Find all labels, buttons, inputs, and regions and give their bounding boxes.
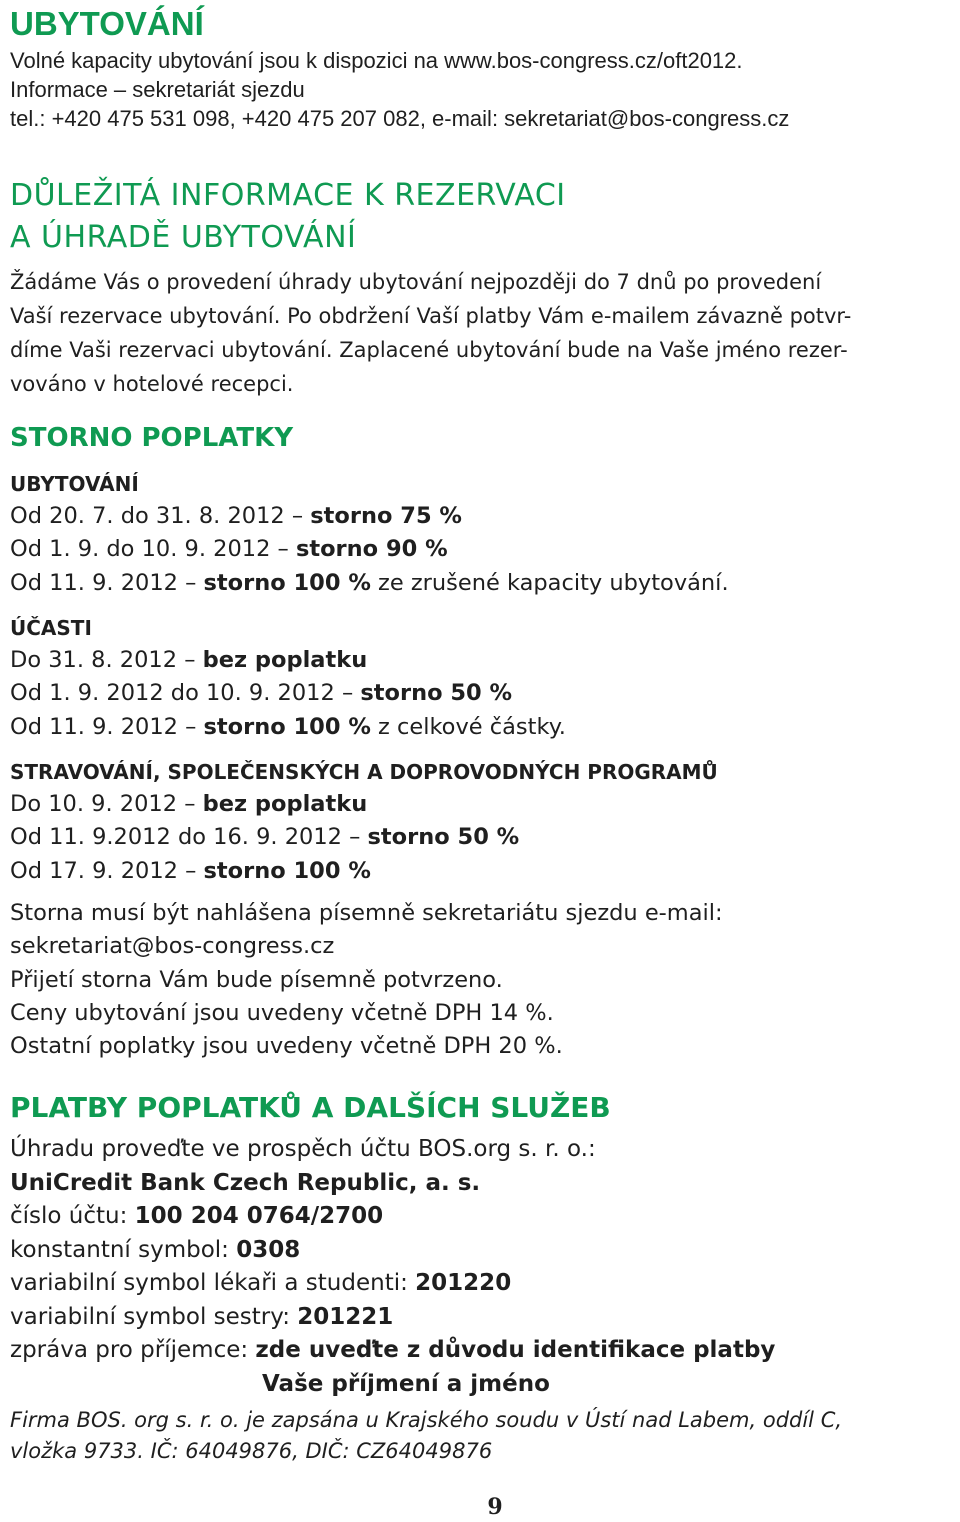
important-line: Vaší rezervace ubytování. Po obdržení Vaší platby Vám e-mailem závazně potvr- [10, 304, 852, 328]
storno-accommodation-subheading: UBYTOVÁNÍ [10, 472, 139, 496]
storno-note: Přijetí storna Vám bude písemně potvrzeno. [10, 966, 503, 993]
storno-row: Od 1. 9. 2012 do 10. 9. 2012 – storno 50 % [10, 680, 513, 707]
accommodation-line: tel.: +420 475 531 098, +420 475 207 082, e-mail: sekretariat@bos-congress.cz [10, 106, 790, 131]
storno-notes [10, 897, 723, 1063]
storno-participation-subheading: ÚČASTI [10, 616, 92, 640]
storno-participation [10, 612, 566, 744]
payment-heading: PLATBY POPLATKŮ A DALŠÍCH SLUŽEB [10, 1091, 611, 1124]
company-registration [10, 1405, 842, 1467]
storno-heading-wrap [10, 420, 293, 456]
storno-row: Od 11. 9. 2012 – storno 100 % ze zrušené kapacity ubytování. [10, 569, 729, 596]
storno-row: Do 31. 8. 2012 – bez poplatku [10, 647, 368, 673]
important-line: Žádáme Vás o provedení úhrady ubytování nejpozději do 7 dnů po provedení [10, 270, 822, 294]
accommodation-section [10, 4, 789, 133]
storno-note: Ceny ubytování jsou uvedeny včetně DPH 14 %. [10, 999, 554, 1026]
storno-row: Do 10. 9. 2012 – bez poplatku [10, 791, 368, 817]
storno-accommodation [10, 468, 729, 600]
payment-bank: UniCredit Bank Czech Republic, a. s. [10, 1169, 481, 1196]
important-section [10, 175, 851, 401]
storno-heading: STORNO POPLATKY [10, 423, 294, 453]
payment-row-account: číslo účtu: 100 204 0764/2700 [10, 1203, 384, 1229]
storno-row: Od 11. 9. 2012 – storno 100 % z celkové částky. [10, 713, 566, 740]
important-heading-line2: A ÚHRADĚ UBYTOVÁNÍ [10, 220, 357, 255]
accommodation-text [10, 46, 789, 133]
payment-row-variable-symbol-nurses: variabilní symbol sestry: 201221 [10, 1303, 394, 1330]
registration-line: vložka 9733. IČ: 64049876, DIČ: CZ64049876 [10, 1439, 493, 1463]
storno-row: Od 20. 7. do 31. 8. 2012 – storno 75 % [10, 503, 462, 529]
page-number: 9 [487, 1494, 503, 1520]
storno-row: Od 17. 9. 2012 – storno 100 % [10, 857, 371, 884]
accommodation-line: Informace – sekretariát sjezdu [10, 77, 305, 102]
important-line: díme Vaši rezervaci ubytování. Zaplacené ubytování bude na Vaše jméno rezer- [10, 338, 848, 362]
payment-heading-wrap [10, 1090, 611, 1126]
accommodation-heading: UBYTOVÁNÍ [10, 5, 204, 42]
payment-row-message: zpráva pro příjemce: zde uveďte z důvodu identifikace platby [10, 1337, 776, 1363]
important-line: vováno v hotelové recepci. [10, 372, 294, 396]
storno-catering-rows [10, 788, 718, 888]
storno-participation-rows [10, 644, 566, 744]
storno-catering [10, 756, 718, 888]
accommodation-line: Volné kapacity ubytování jsou k dispozici na www.bos-congress.cz/oft2012. [10, 48, 743, 73]
storno-email: sekretariat@bos-congress.cz [10, 933, 335, 960]
registration-line: Firma BOS. org s. r. o. je zapsána u Krajského soudu v Ústí nad Labem, oddíl C, [10, 1408, 843, 1432]
payment-row-constant-symbol: konstantní symbol: 0308 [10, 1236, 301, 1263]
storno-row: Od 1. 9. do 10. 9. 2012 – storno 90 % [10, 536, 448, 563]
payment-row-variable-symbol-doctors: variabilní symbol lékaři a studenti: 201220 [10, 1270, 512, 1296]
storno-accommodation-rows [10, 500, 729, 600]
storno-row: Od 11. 9.2012 do 16. 9. 2012 – storno 50 % [10, 824, 520, 851]
important-text [10, 265, 851, 401]
storno-catering-subheading: STRAVOVÁNÍ, SPOLEČENSKÝCH A DOPROVODNÝCH PROGRAMŮ [10, 760, 718, 784]
payment-details [10, 1133, 775, 1401]
important-heading-line1: DŮLEŽITÁ INFORMACE K REZERVACI [10, 178, 566, 213]
payment-message-line2: Vaše příjmení a jméno [262, 1370, 550, 1397]
storno-note: Ostatní poplatky jsou uvedeny včetně DPH 20 %. [10, 1033, 563, 1060]
storno-note: Storna musí být nahlášena písemně sekretariátu sjezdu e-mail: [10, 900, 723, 926]
payment-intro: Úhradu proveďte ve prospěch účtu BOS.org s. r. o.: [10, 1136, 596, 1162]
